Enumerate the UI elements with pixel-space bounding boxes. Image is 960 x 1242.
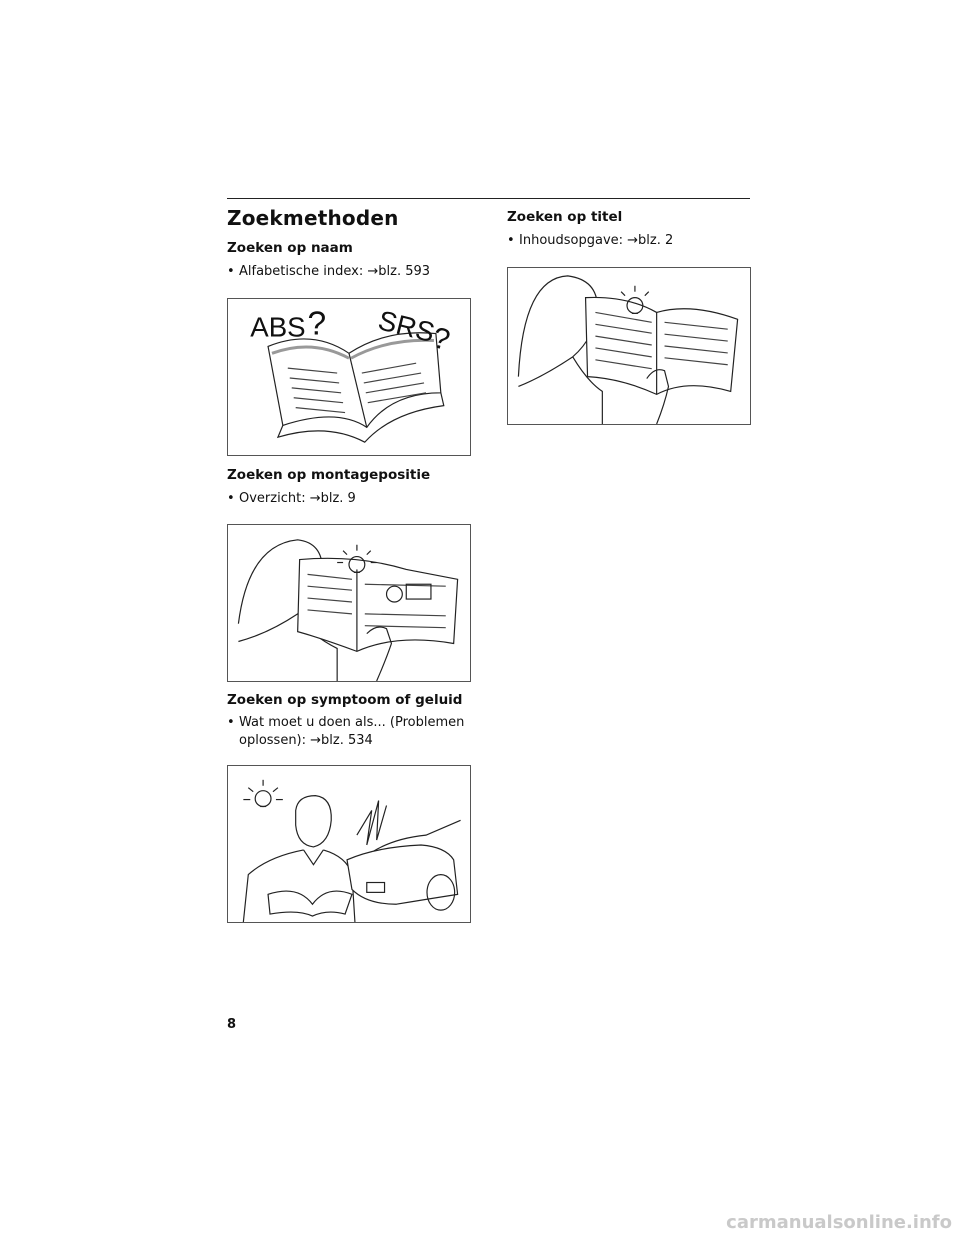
question-mark-2: ? bbox=[429, 321, 454, 358]
bullet-overview: • Overzicht: →blz. 9 bbox=[227, 490, 471, 508]
abs-label: ABS bbox=[250, 311, 306, 343]
top-rule bbox=[227, 198, 750, 199]
open-book-illustration bbox=[228, 299, 470, 455]
page-number: 8 bbox=[227, 1017, 237, 1032]
person-pointing-book-illustration bbox=[228, 525, 470, 681]
figure-person-reading-contents bbox=[507, 267, 751, 425]
question-mark-1: ? bbox=[307, 305, 327, 343]
bullet-alphabetical-index: • Alfabetische index: →blz. 593 bbox=[227, 263, 471, 281]
bullet-table-of-contents: • Inhoudsopgave: →blz. 2 bbox=[507, 232, 751, 250]
bullet-troubleshooting: • Wat moet u doen als... (Problemen oplossen): →blz. 534 bbox=[227, 714, 471, 750]
heading-search-by-title: Zoeken op titel bbox=[507, 209, 623, 225]
heading-search-by-symptom: Zoeken op symptoom of geluid bbox=[227, 692, 463, 708]
figure-person-reading-layout bbox=[227, 524, 471, 682]
srs-label: SRS bbox=[375, 304, 438, 349]
heading-search-by-position: Zoeken op montagepositie bbox=[227, 467, 431, 483]
figure-person-car-noise bbox=[227, 765, 471, 923]
person-reading-contents-illustration bbox=[508, 268, 750, 424]
person-car-illustration bbox=[228, 766, 470, 922]
page-title: Zoekmethoden bbox=[227, 206, 399, 230]
figure-open-book-abs-srs bbox=[227, 298, 471, 456]
watermark: carmanualsonline.info bbox=[726, 1212, 952, 1233]
heading-search-by-name: Zoeken op naam bbox=[227, 240, 353, 256]
